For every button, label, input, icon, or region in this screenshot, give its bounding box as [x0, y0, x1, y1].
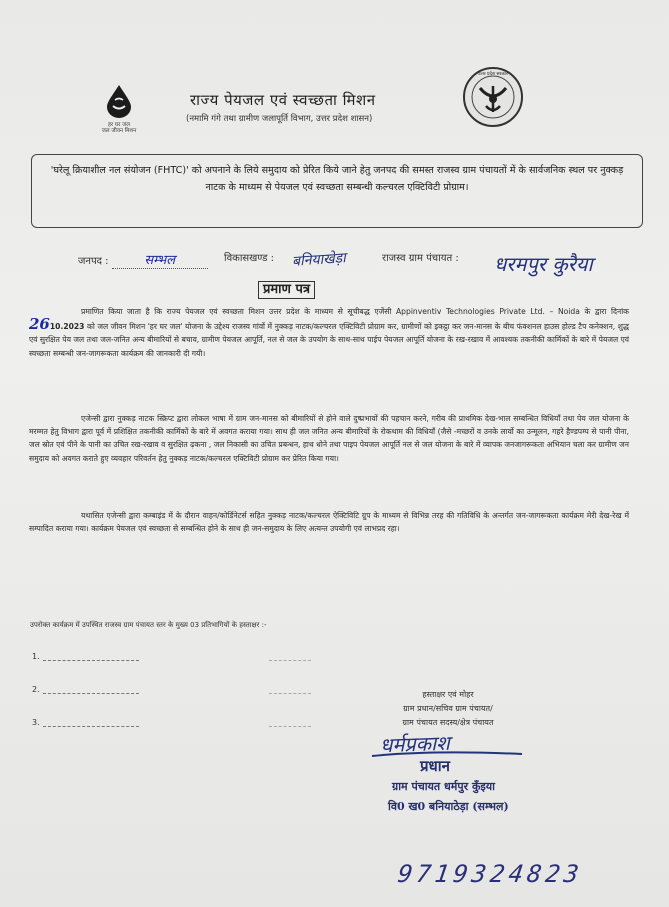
up-government-emblem: [462, 66, 524, 128]
program-title-box: 'घरेलू क्रियाशील नल संयोजन (FHTC)' को अपनाने के लिये समुदाय को प्रेरित किये जाने हेतु जनपद की समस्त राजस्व ग्राम पंचायतों में के सार्वजनिक स्थल पर नुक्कड़ नाटक के माध्यम से पेयजल एवं स्वच्छता सम्बन्धी कल्चरल एक्टिविटी प्रोग्राम।: [31, 154, 643, 228]
district-value: सम्भल: [144, 253, 176, 268]
date-day: 26: [29, 315, 50, 334]
stamp-block: वि0 ख0 बनियाठेड़ा (सम्भल): [388, 800, 509, 813]
participant-number: 3.: [32, 718, 40, 727]
official-role-1: ग्राम प्रधान/सचिव ग्राम पंचायत/: [403, 704, 493, 713]
paragraph-3-text: यथासित एजेन्सी द्वारा कम्बाइंड में के दौरान वाहन/कोर्डिनेटर्स सहित नुक्कड़ नाटक/कल्चरल ऐक्टिविटि ग्रुप के माध्यम से विभिन्न तरह की गतिविधि के अन्तर्गत जन-जागरूकता कार्यक्रम मेरी देख-रेख में सम्पादित कराया गया। कार्यक्रम पेयजल एवं स्वच्छता से सम्बन्धित होने के साथ ही जन-समुदाय के लिए अत्यन्त उपयोगी एवं लाभप्रद रहा।: [29, 511, 629, 534]
department-name: (नमामि गंगे तथा ग्रामीण जलापूर्ति विभाग, उत्तर प्रदेश शासन): [186, 114, 373, 124]
stamp-panchayat: ग्राम पंचायत धर्मपुर कुँइया: [392, 780, 496, 793]
paragraph-2-text: एजेन्सी द्वारा नुक्कड़ नाटक स्क्रिप्ट द्वारा लोकल भाषा में ग्राम जन-मानस को बीमारियों से होने वाले दुष्प्रभावों की पहचान करने, गरीब की प्राथमिक देख-भाल सम्बन्धित विधियाँ तथा पेय जल योजना के मरम्मत हेतु विभाग द्वारा पूर्व में प्रशिक्षित तकनीकी कार्मिकों के बारे में अवगत कराया गया। साथ ही जल जनित अन्य बीमारियों के रोकथाम की विधियाँ (जैसे -मच्छरों व उनके लार्वो का उन्मूलन, गहरे हैण्डपम्प से पानी पीना, जल स्रोत एवं पीने के पानी का उचित रख-रखाव व सुरक्षित ढ़कना , जल निकासी का उचित प्रबन्धन, हाथ धोने तथा पाइप पेयजल आपूर्ति नल से जल योजना के बारे में व्यापक जनजागरूकता अभियान चला कर ग्रामीण जन समुदाय को अवगत कराते हुए व्यवहार परिवर्तन हेतु नुक्कड़ नाटक/कल्चरल एक्टिविटी प्रोग्राम कर प्रेरित किया गया।: [29, 414, 629, 463]
participant-number: 2.: [32, 685, 40, 694]
organization-name: राज्य पेयजल एवं स्वच्छता मिशन: [190, 91, 376, 109]
phone-number: 9719324823: [396, 860, 585, 888]
date-rest: 10.2023: [49, 322, 85, 332]
participants-intro: उपरोक्त कार्यक्रम में उपस्थित राजस्व ग्राम पंचायत स्तर के मुख्य 03 प्रतिभागियों के हस्ताक्षर :-: [30, 621, 267, 629]
paragraph-2: [29, 412, 629, 465]
signature-underline: [370, 750, 530, 760]
participant-number: 1.: [32, 652, 40, 661]
logo-caption: हर घर जल: [108, 122, 130, 128]
emblem-text: उत्तर प्रदेश सरकार: [478, 72, 508, 77]
paragraph-1-lead: प्रमाणित किया जाता है कि राज्य पेयजल एवं स्वच्छता मिशन उत्तर प्रदेश के माध्यम से सूचीबद्ध एजेंसी Appinventiv Technologies Private Ltd. – Noida के द्वारा दिनांक: [81, 307, 629, 316]
block-field: [224, 250, 274, 264]
participant-line-2: [32, 685, 311, 694]
village-value: धरमपुर कुरैया: [494, 252, 593, 276]
block-label: विकासखण्ड :: [224, 253, 275, 264]
block-value: बनियाखेड़ा: [291, 250, 347, 270]
water-drop-icon: [104, 84, 134, 118]
paragraph-3: [29, 509, 629, 535]
paragraph-1-body: को जल जीवन मिशन 'हर घर जल' योजना के उद्देश्य राजस्व गांवों में नुक्कड़ नाटक/कल्चरल एक्टिविटी प्रोग्राम कर, ग्रामीणों को इकट्ठा कर जन-मानस के बीच फंक्शनल हाउस होल्ड टैप कनेक्शन, शुद्ध एवं सुरक्षित पेय जल तथा जल-जनित अन्य बीमारियों से बचाव, ग्रामीण पेयजल आपूर्ति, नल से जल के उपयोग के साथ-साथ पाईप पेयजल आपूर्ति योजना के रख-रखाव में आवश्यक तकनीकी कार्मिकों के बारे में पेयजल एवं स्वच्छता सम्बन्धी जन-जागरूकता कार्यक्रम की जानकारी दी गयी।: [29, 322, 629, 358]
participant-line-1: [32, 652, 311, 661]
district-label: जनपद :: [78, 256, 109, 267]
village-field: [382, 250, 459, 264]
stamp-title: प्रधान: [420, 757, 450, 775]
official-role-2: ग्राम पंचायत सदस्य/क्षेत्र पंचायत: [402, 718, 494, 727]
handwritten-signature: धर्मप्रकाश: [379, 730, 451, 758]
village-label: राजस्व ग्राम पंचायत :: [382, 253, 459, 264]
sign-and-seal-label: हस्ताक्षर एवं मोहर: [422, 690, 474, 699]
participant-line-3: [32, 718, 311, 727]
official-designation: [358, 688, 538, 730]
certificate-title: प्रमाण पत्र: [258, 281, 315, 299]
district-field: [78, 250, 208, 269]
paragraph-1: [29, 305, 629, 360]
logo-caption-2: जल जीवन मिशन: [101, 128, 137, 134]
jal-jeevan-mission-logo: [98, 84, 140, 134]
